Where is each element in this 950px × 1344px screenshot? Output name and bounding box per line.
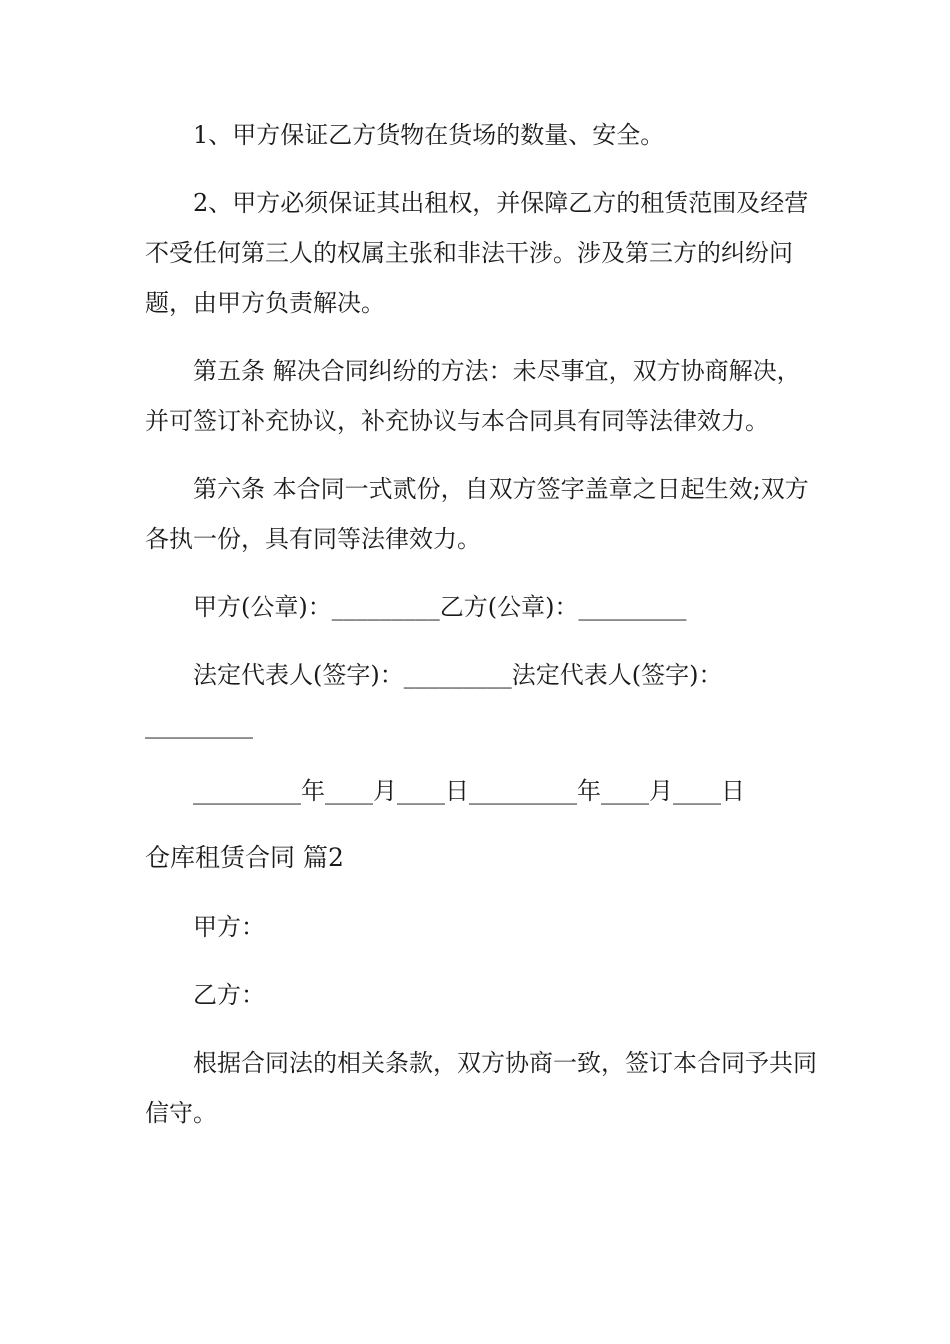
article-5-line-2: 并可签订补充协议，补充协议与本合同具有同等法律效力。 — [145, 407, 769, 435]
seal-line: 甲方(公章)：_________乙方(公章)：_________ — [193, 593, 687, 621]
date-line: _________年____月____日_________年____月____日 — [193, 777, 745, 805]
signature-line-2: _________ — [145, 711, 253, 739]
party-a-label: 甲方： — [193, 913, 265, 941]
clause-2-line-1: 2、甲方必须保证其出租权，并保障乙方的租赁范围及经营 — [193, 189, 809, 217]
preamble-line-1: 根据合同法的相关条款，双方协商一致，签订本合同予共同 — [193, 1049, 817, 1077]
clause-2-line-3: 题，由甲方负责解决。 — [145, 289, 385, 317]
preamble-line-2: 信守。 — [145, 1099, 217, 1127]
article-5-line-1: 第五条 解决合同纠纷的方法：未尽事宜，双方协商解决， — [193, 357, 801, 385]
party-b-label: 乙方： — [193, 981, 265, 1009]
article-6-line-2: 各执一份，具有同等法律效力。 — [145, 525, 481, 553]
section-title: 仓库租赁合同 篇2 — [145, 843, 344, 872]
clause-1: 1、甲方保证乙方货物在货场的数量、安全。 — [193, 121, 665, 149]
clause-2-line-2: 不受任何第三人的权属主张和非法干涉。涉及第三方的纠纷问 — [145, 239, 793, 267]
article-6-line-1: 第六条 本合同一式贰份，自双方签字盖章之日起生效;双方 — [193, 475, 809, 503]
signature-line-1: 法定代表人(签字)：_________法定代表人(签字)： — [193, 661, 723, 689]
